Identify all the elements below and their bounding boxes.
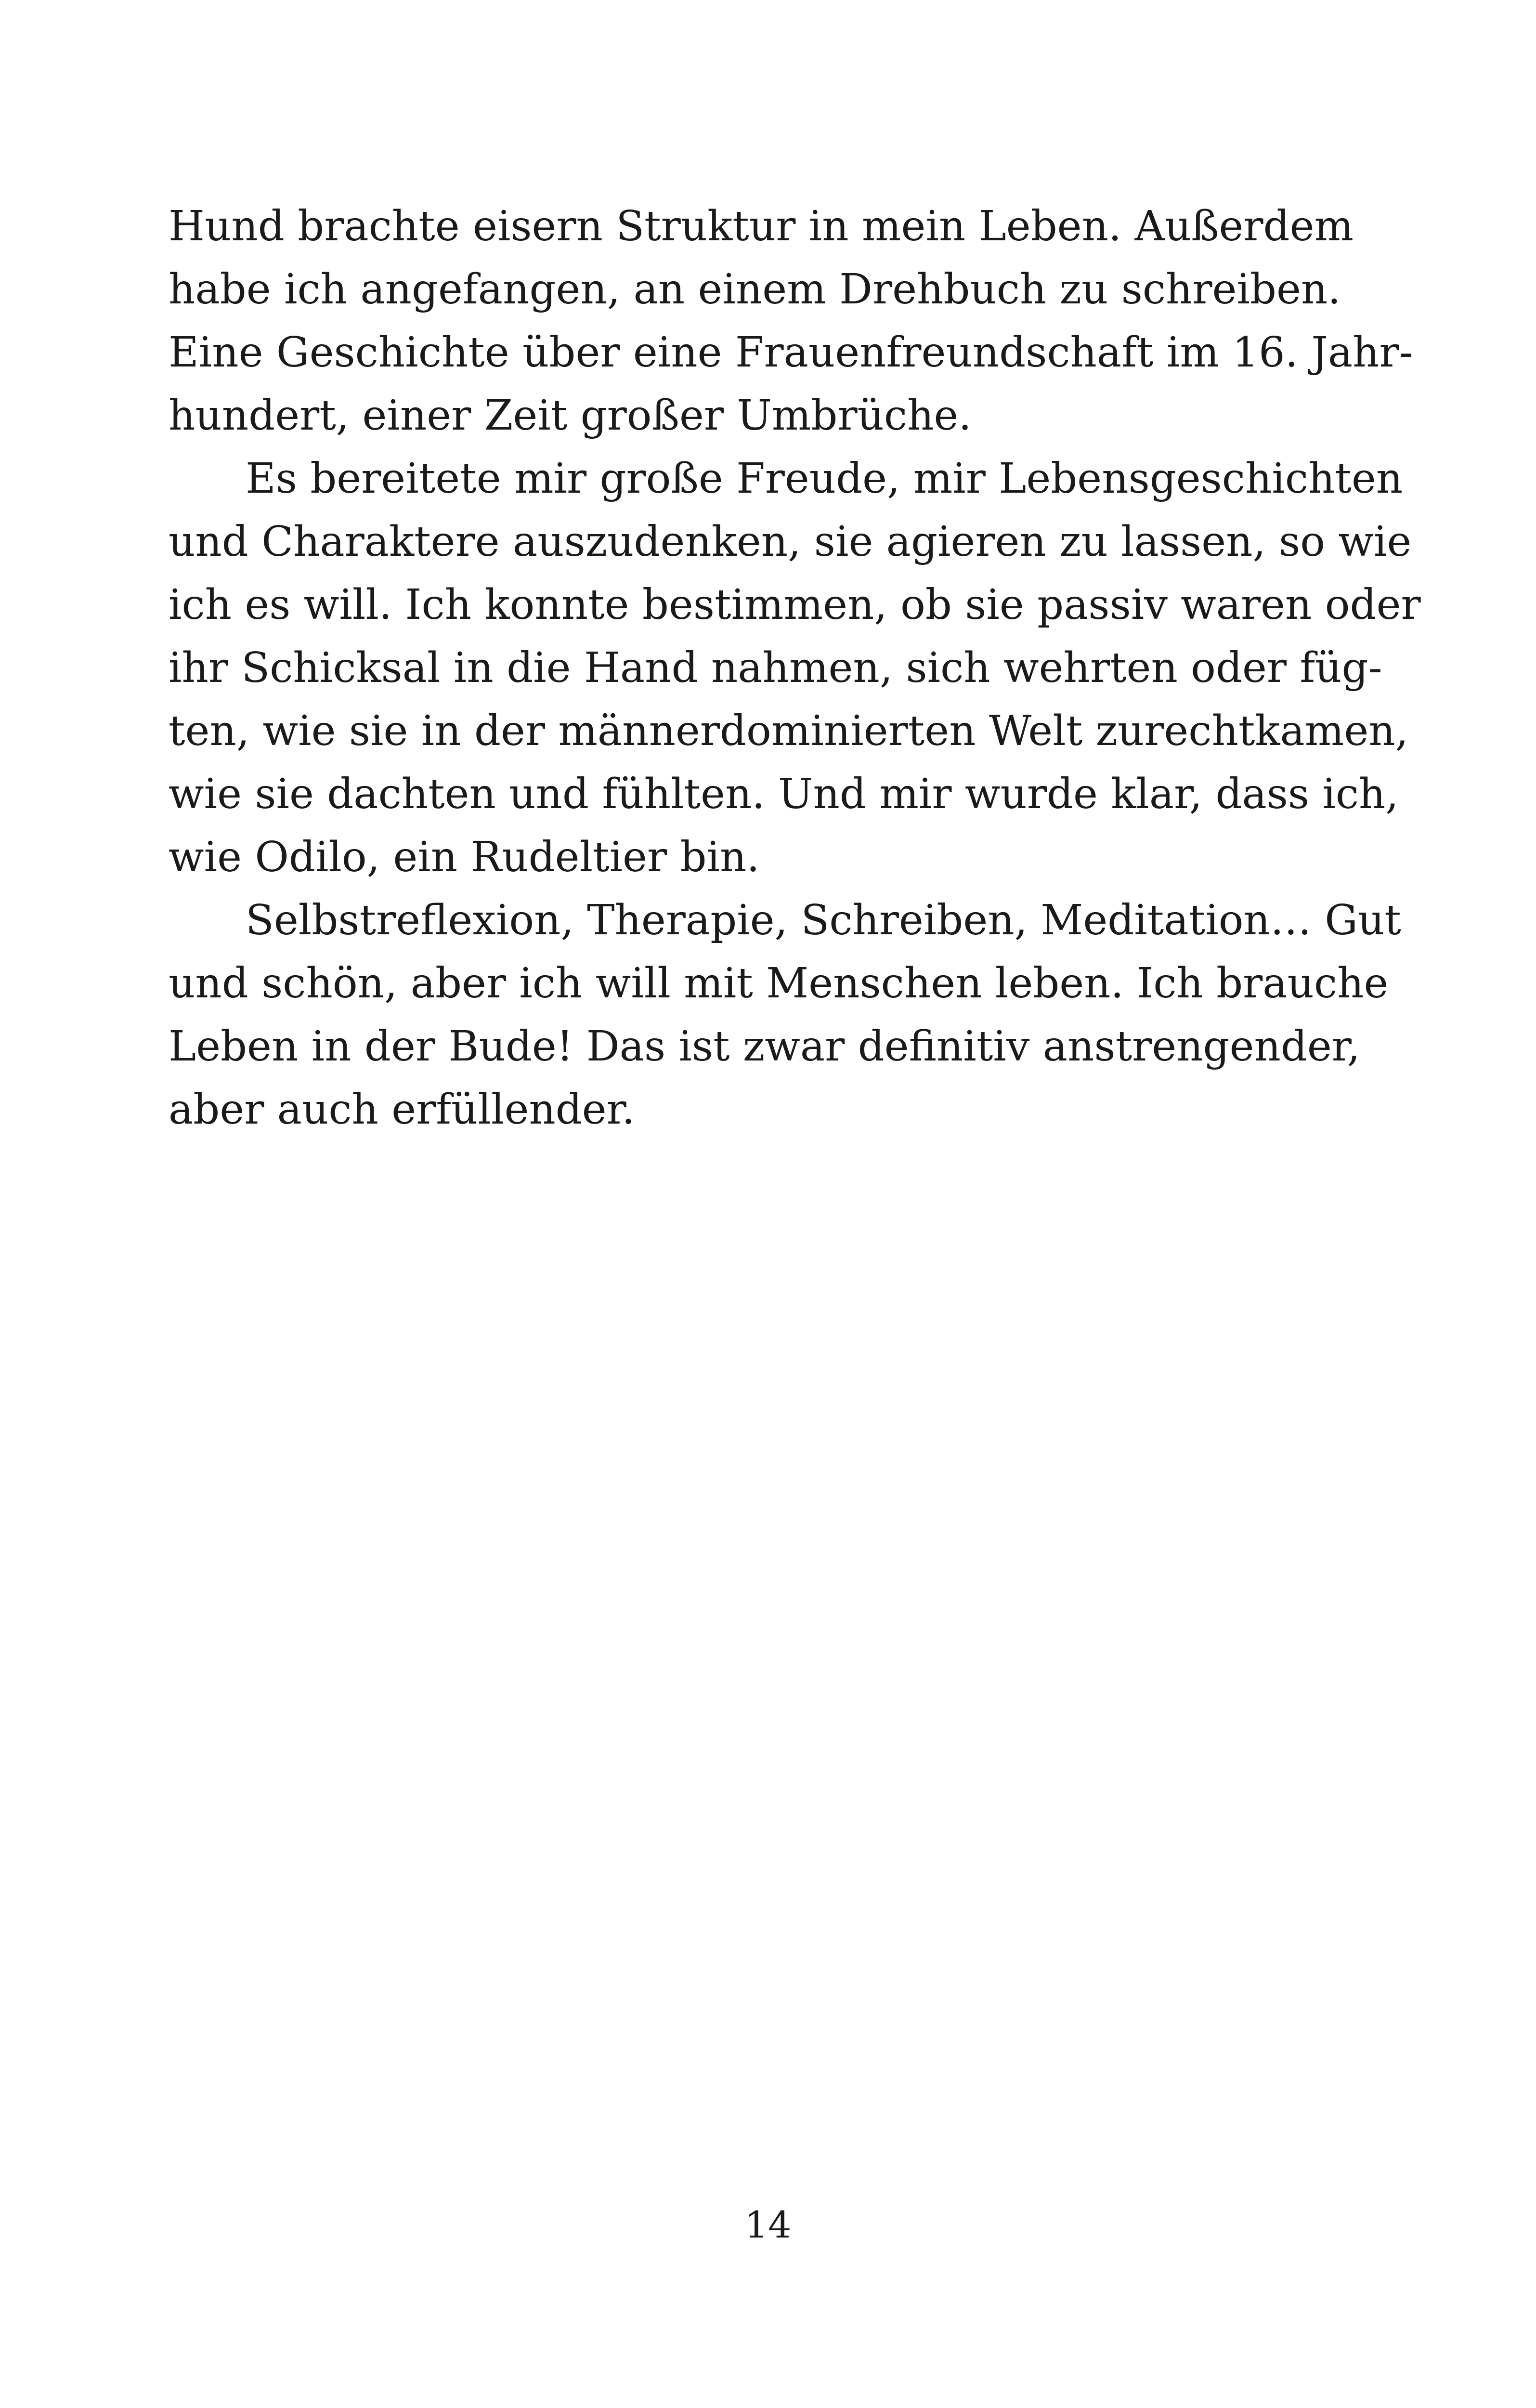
text-line: ihr Schicksal in die Hand nahmen, sich wehrten oder füg- xyxy=(169,644,1382,692)
page-number: 14 xyxy=(744,2203,792,2246)
text-line: Selbstreflexion, Therapie, Schreiben, Meditation… Gut xyxy=(246,896,1401,944)
text-line: ten, wie sie in der männerdominierten Welt zurechtkamen, xyxy=(169,707,1408,755)
text-line: wie sie dachten und fühlten. Und mir wurde klar, dass ich, xyxy=(169,770,1399,818)
body-text xyxy=(169,195,1421,1141)
text-line: habe ich angefangen, an einem Drehbuch zu schreiben. xyxy=(169,265,1341,314)
text-line: Hund brachte eisern Struktur in mein Leben. Außerdem xyxy=(169,202,1354,250)
text-line: Leben in der Bude! Das ist zwar definitiv anstrengender, xyxy=(169,1022,1360,1071)
text-line: aber auch erfüllender. xyxy=(169,1086,635,1134)
text-line: und Charaktere auszudenken, sie agieren zu lassen, so wie xyxy=(169,518,1412,566)
text-line: Eine Geschichte über eine Frauenfreundschaft im 16. Jahr- xyxy=(169,328,1413,377)
text-line: ich es will. Ich konnte bestimmen, ob sie passiv waren oder xyxy=(169,581,1421,629)
text-line: hundert, einer Zeit großer Umbrüche. xyxy=(169,392,972,440)
text-line: und schön, aber ich will mit Menschen leben. Ich brauche xyxy=(169,959,1389,1008)
text-line: Es bereitete mir große Freude, mir Lebensgeschichten xyxy=(246,455,1403,503)
text-line: wie Odilo, ein Rudeltier bin. xyxy=(169,833,760,881)
